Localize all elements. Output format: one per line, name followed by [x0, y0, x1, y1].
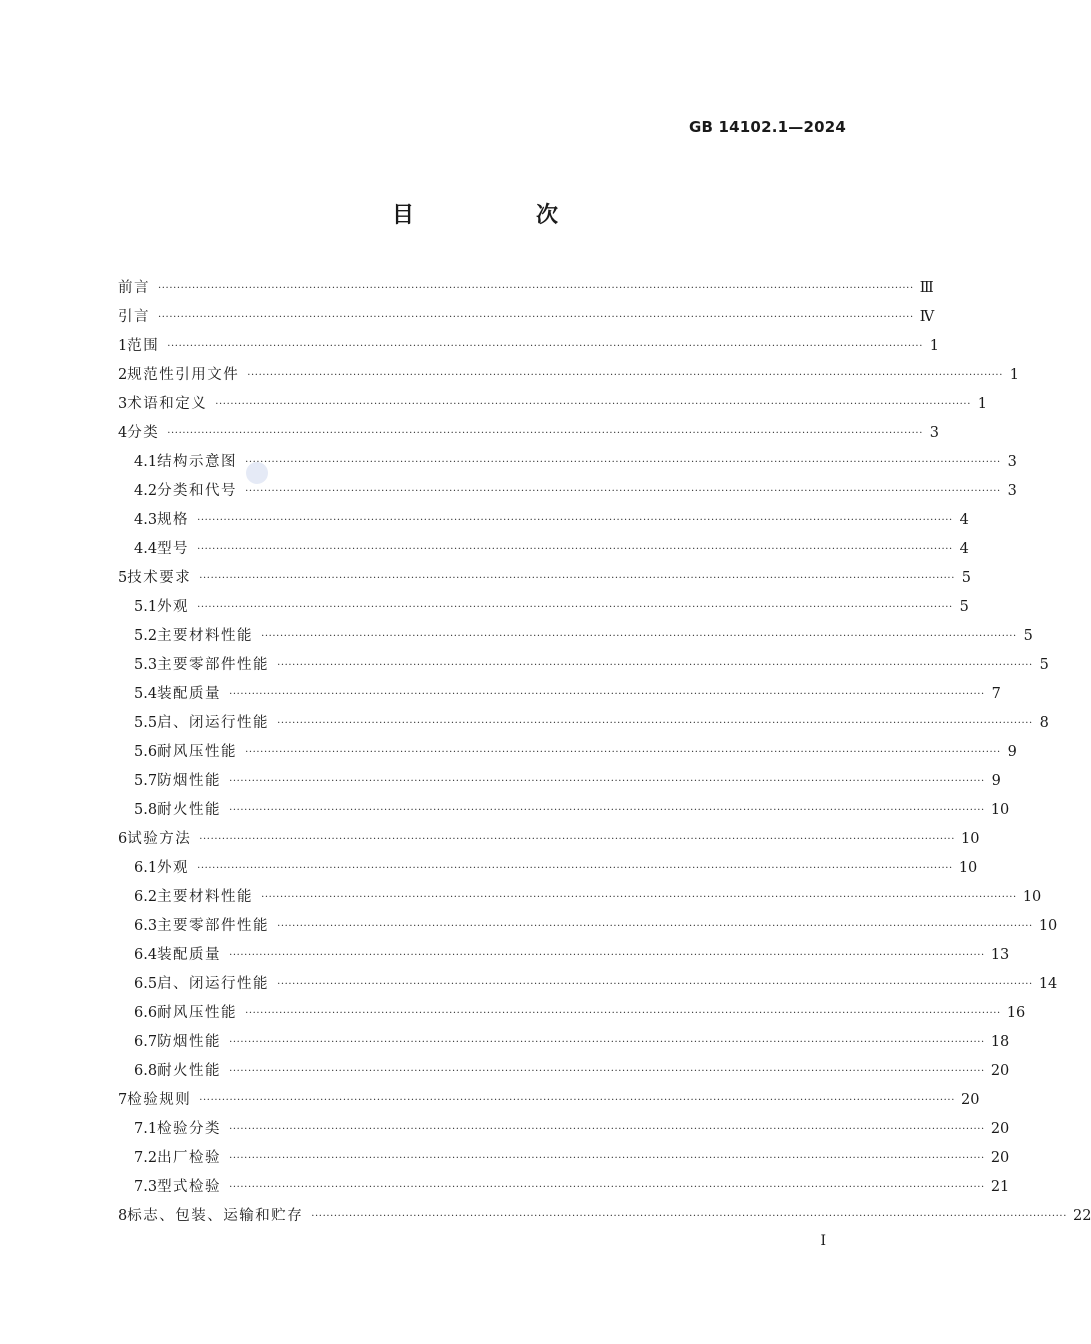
- toc-entry-page: 7: [991, 686, 1001, 702]
- toc-entry-page: 5: [1023, 628, 1033, 644]
- toc-entry-label: 引言: [118, 309, 150, 325]
- toc-entry-page: 10: [990, 802, 1010, 818]
- toc-entry-number: 6.4: [134, 947, 158, 963]
- toc-leader-dots: ········································································································································································································: [197, 602, 953, 613]
- toc-leader-dots: ········································································································································································································: [229, 689, 985, 700]
- toc-title: 目 次: [391, 203, 608, 228]
- toc-entry[interactable]: [118, 593, 969, 622]
- toc-entry[interactable]: [118, 332, 939, 361]
- toc-entry-page: 3: [1007, 454, 1017, 470]
- toc-entry-label: 前言: [118, 280, 150, 296]
- toc-entry[interactable]: [118, 854, 978, 883]
- toc-leader-dots: ········································································································································································································: [158, 283, 914, 294]
- toc-entry[interactable]: [118, 622, 1033, 651]
- toc-entry-label: 防烟性能: [157, 1034, 222, 1050]
- toc-entry-page: 4: [959, 541, 969, 557]
- toc-entry-label: 技术要求: [127, 570, 192, 586]
- toc-entry[interactable]: [118, 1028, 1010, 1057]
- toc-entry-label: 耐火性能: [157, 802, 222, 818]
- toc-entry-number: 7.1: [134, 1121, 158, 1137]
- toc-leader-dots: ········································································································································································································: [158, 312, 914, 323]
- toc-entry-label: 分类和代号: [157, 483, 238, 499]
- toc-entry-label: 外观: [157, 599, 190, 615]
- standard-code: GB 14102.1—2024: [688, 118, 846, 136]
- toc-entry-label: 型式检验: [157, 1179, 222, 1195]
- toc-entry[interactable]: [118, 361, 1019, 390]
- toc-entry-number: 5.6: [134, 744, 158, 760]
- toc-entry-label: 范围: [127, 338, 160, 354]
- toc-entry-page: 21: [990, 1179, 1010, 1195]
- toc-entry-page: 20: [990, 1063, 1010, 1079]
- toc-entry-number: 5.3: [134, 657, 158, 673]
- toc-entry-label: 防烟性能: [157, 773, 222, 789]
- toc-entry[interactable]: [118, 477, 1017, 506]
- toc-entry-label: 装配质量: [157, 947, 222, 963]
- table-of-contents: [118, 274, 1091, 1231]
- toc-leader-dots: ········································································································································································································: [199, 573, 955, 584]
- toc-leader-dots: ········································································································································································································: [245, 747, 1001, 758]
- toc-entry-label: 装配质量: [157, 686, 222, 702]
- toc-leader-dots: ········································································································································································································: [197, 544, 953, 555]
- toc-entry-page: 14: [1038, 976, 1058, 992]
- toc-entry-page: 1: [1009, 367, 1019, 383]
- toc-entry-number: 5.2: [134, 628, 158, 644]
- toc-entry-number: 6.3: [134, 918, 158, 934]
- toc-entry-label: 主要材料性能: [157, 889, 254, 905]
- toc-entry[interactable]: [118, 419, 939, 448]
- toc-entry-page: 1: [929, 338, 939, 354]
- toc-entry-number: 1: [118, 338, 128, 354]
- toc-entry[interactable]: [118, 825, 980, 854]
- toc-leader-dots: ········································································································································································································: [245, 457, 1001, 468]
- toc-entry-page: 9: [1007, 744, 1017, 760]
- toc-entry-page: 1: [977, 396, 987, 412]
- toc-entry-number: 2: [118, 367, 128, 383]
- toc-entry[interactable]: [118, 796, 1010, 825]
- toc-entry-label: 检验规则: [127, 1092, 192, 1108]
- toc-entry[interactable]: [118, 1144, 1010, 1173]
- toc-entry-number: 4.4: [134, 541, 158, 557]
- toc-entry-page: 5: [961, 570, 971, 586]
- toc-entry[interactable]: [118, 738, 1017, 767]
- toc-leader-dots: ········································································································································································································: [245, 1008, 1001, 1019]
- toc-entry-page: 8: [1039, 715, 1049, 731]
- toc-entry[interactable]: [118, 303, 935, 332]
- toc-entry-label: 结构示意图: [157, 454, 238, 470]
- toc-entry[interactable]: [118, 709, 1049, 738]
- toc-entry-label: 启、闭运行性能: [157, 976, 270, 992]
- toc-leader-dots: ········································································································································································································: [215, 399, 971, 410]
- toc-entry-number: 6.8: [134, 1063, 158, 1079]
- toc-leader-dots: ········································································································································································································: [229, 1066, 985, 1077]
- toc-leader-dots: ········································································································································································································: [229, 950, 985, 961]
- toc-entry-number: 5.8: [134, 802, 158, 818]
- toc-entry-page: Ⅳ: [919, 309, 935, 325]
- toc-entry[interactable]: [118, 274, 934, 303]
- toc-entry-page: Ⅲ: [919, 280, 934, 296]
- toc-entry-page: 10: [958, 860, 978, 876]
- toc-entry-number: 5.5: [134, 715, 158, 731]
- toc-entry-page: 20: [990, 1121, 1010, 1137]
- toc-entry[interactable]: [118, 999, 1026, 1028]
- toc-entry-number: 4.1: [134, 454, 158, 470]
- toc-leader-dots: ········································································································································································································: [277, 979, 1033, 990]
- toc-entry-page: 5: [959, 599, 969, 615]
- toc-entry-number: 4.3: [134, 512, 158, 528]
- toc-entry-page: 18: [990, 1034, 1010, 1050]
- toc-entry-page: 20: [960, 1092, 980, 1108]
- toc-entry-number: 6.1: [134, 860, 158, 876]
- toc-entry-label: 主要零部件性能: [157, 918, 270, 934]
- toc-leader-dots: ········································································································································································································: [199, 1095, 955, 1106]
- toc-entry-number: 6: [118, 831, 128, 847]
- toc-entry-number: 7: [118, 1092, 128, 1108]
- toc-leader-dots: ········································································································································································································: [277, 718, 1033, 729]
- toc-entry-label: 出厂检验: [157, 1150, 222, 1166]
- toc-leader-dots: ········································································································································································································: [261, 631, 1017, 642]
- toc-entry[interactable]: [118, 680, 1001, 709]
- toc-entry-number: 5.1: [134, 599, 158, 615]
- toc-entry[interactable]: [118, 1202, 1091, 1231]
- toc-entry-label: 检验分类: [157, 1121, 222, 1137]
- toc-leader-dots: ········································································································································································································: [277, 921, 1033, 932]
- toc-entry[interactable]: [118, 912, 1058, 941]
- toc-entry-label: 耐风压性能: [157, 744, 238, 760]
- toc-entry-label: 术语和定义: [127, 396, 208, 412]
- toc-entry-label: 启、闭运行性能: [157, 715, 270, 731]
- toc-entry-number: 5: [118, 570, 128, 586]
- toc-leader-dots: ········································································································································································································: [229, 1037, 985, 1048]
- toc-entry-number: 6.2: [134, 889, 158, 905]
- toc-leader-dots: ········································································································································································································: [247, 370, 1003, 381]
- toc-entry-number: 5.4: [134, 686, 158, 702]
- toc-entry[interactable]: [118, 506, 969, 535]
- toc-entry[interactable]: [118, 941, 1010, 970]
- toc-entry[interactable]: [118, 390, 987, 419]
- toc-leader-dots: ········································································································································································································: [229, 1124, 985, 1135]
- toc-entry-label: 主要材料性能: [157, 628, 254, 644]
- toc-entry-label: 试验方法: [127, 831, 192, 847]
- toc-entry[interactable]: [118, 883, 1042, 912]
- toc-entry-number: 4.2: [134, 483, 158, 499]
- toc-entry-label: 规范性引用文件: [127, 367, 240, 383]
- toc-entry[interactable]: [118, 970, 1058, 999]
- toc-entry-number: 6.7: [134, 1034, 158, 1050]
- toc-entry-label: 耐火性能: [157, 1063, 222, 1079]
- toc-entry-label: 外观: [157, 860, 190, 876]
- toc-entry-page: 3: [929, 425, 939, 441]
- toc-leader-dots: ········································································································································································································: [167, 341, 923, 352]
- toc-leader-dots: ········································································································································································································: [229, 805, 985, 816]
- toc-entry-page: 22: [1072, 1208, 1091, 1224]
- toc-entry-page: 10: [1022, 889, 1042, 905]
- toc-entry[interactable]: [118, 1086, 980, 1115]
- toc-entry-label: 标志、包装、运输和贮存: [127, 1208, 304, 1224]
- toc-entry-page: 20: [990, 1150, 1010, 1166]
- toc-entry-number: 7.2: [134, 1150, 158, 1166]
- toc-entry-label: 型号: [157, 541, 190, 557]
- toc-entry-label: 主要零部件性能: [157, 657, 270, 673]
- toc-entry-number: 5.7: [134, 773, 158, 789]
- toc-entry-number: 6.6: [134, 1005, 158, 1021]
- toc-leader-dots: ········································································································································································································: [197, 863, 953, 874]
- toc-entry-page: 16: [1006, 1005, 1026, 1021]
- toc-entry[interactable]: [118, 1173, 1010, 1202]
- toc-entry-page: 10: [1038, 918, 1058, 934]
- toc-entry[interactable]: [118, 535, 969, 564]
- toc-leader-dots: ········································································································································································································: [167, 428, 923, 439]
- toc-entry-page: 5: [1039, 657, 1049, 673]
- toc-leader-dots: ········································································································································································································: [311, 1211, 1067, 1222]
- toc-entry[interactable]: [118, 767, 1001, 796]
- toc-entry-page: 9: [991, 773, 1001, 789]
- toc-entry[interactable]: [118, 1057, 1010, 1086]
- toc-entry-number: 8: [118, 1208, 128, 1224]
- toc-entry-number: 6.5: [134, 976, 158, 992]
- toc-leader-dots: ········································································································································································································: [277, 660, 1033, 671]
- toc-entry-page: 10: [960, 831, 980, 847]
- toc-entry-label: 分类: [127, 425, 160, 441]
- toc-leader-dots: ········································································································································································································: [261, 892, 1017, 903]
- toc-leader-dots: ········································································································································································································: [229, 1153, 985, 1164]
- toc-leader-dots: ········································································································································································································: [229, 1182, 985, 1193]
- toc-entry[interactable]: [118, 651, 1049, 680]
- toc-leader-dots: ········································································································································································································: [197, 515, 953, 526]
- toc-entry-number: 4: [118, 425, 128, 441]
- toc-entry-number: 7.3: [134, 1179, 158, 1195]
- toc-entry-page: 3: [1007, 483, 1017, 499]
- toc-entry-page: 13: [990, 947, 1010, 963]
- toc-entry-page: 4: [959, 512, 969, 528]
- toc-entry-number: 3: [118, 396, 128, 412]
- toc-leader-dots: ········································································································································································································: [199, 834, 955, 845]
- toc-entry[interactable]: [118, 1115, 1010, 1144]
- toc-entry-label: 耐风压性能: [157, 1005, 238, 1021]
- toc-leader-dots: ········································································································································································································: [245, 486, 1001, 497]
- toc-entry[interactable]: [118, 564, 971, 593]
- page-number: I: [820, 1233, 826, 1249]
- toc-leader-dots: ········································································································································································································: [229, 776, 985, 787]
- toc-entry[interactable]: [118, 448, 1017, 477]
- toc-entry-label: 规格: [157, 512, 190, 528]
